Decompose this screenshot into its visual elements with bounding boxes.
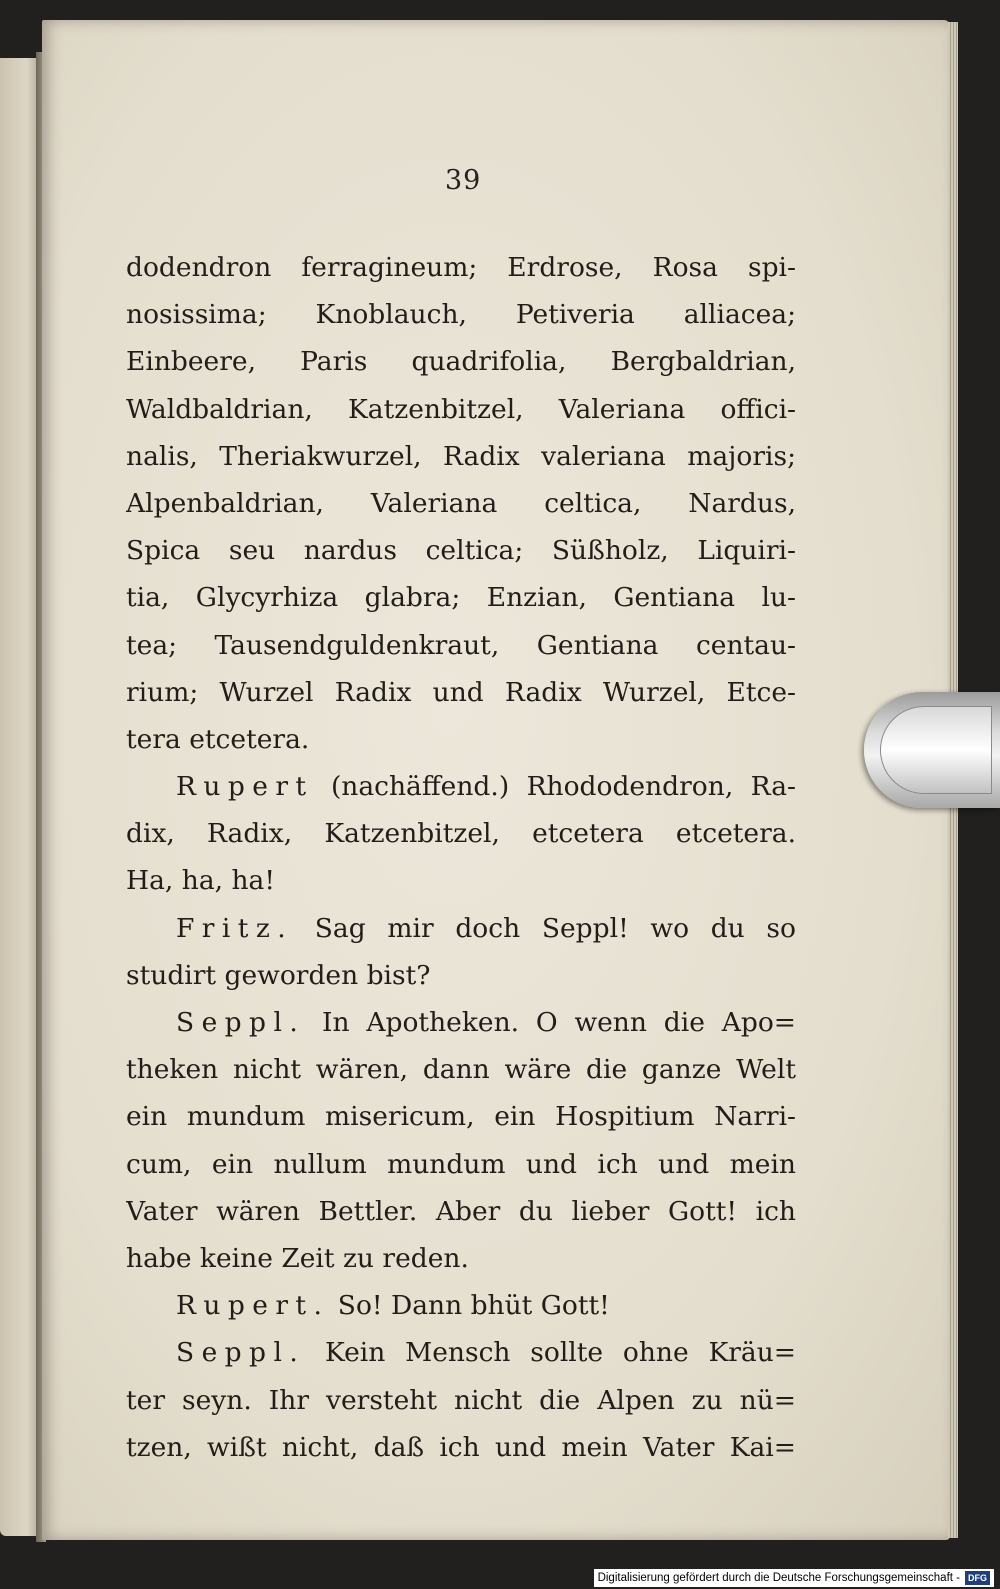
text-line: rium; Wurzel Radix und Radix Wurzel, Etce- (126, 676, 796, 708)
speaker-name: Seppl. (176, 1007, 306, 1038)
text-line: Alpenbaldrian, Valeriana celtica, Nardus, (126, 487, 796, 519)
speaker-name: Rupert. (176, 1290, 330, 1322)
clip-highlight (880, 706, 992, 794)
text-line: ter seyn. Ihr versteht nicht die Alpen zu nü= (126, 1384, 796, 1416)
text-line: Ha, ha, ha! (126, 865, 275, 897)
metal-page-clip (864, 692, 1000, 808)
page-number: 39 (445, 165, 482, 196)
text-line: studirt geworden bist? (126, 959, 431, 991)
text-line: Einbeere, Paris quadrifolia, Bergbaldrian, (126, 346, 796, 378)
text-line: tia, Glycyrhiza glabra; Enzian, Gentiana lu- (126, 582, 796, 614)
text-line: dodendron ferragineum; Erdrose, Rosa spi- (126, 252, 796, 283)
dialogue-text: So! Dann bhüt Gott! (337, 1290, 610, 1322)
speaker-name: Rupert (176, 771, 314, 803)
dialogue-line (126, 999, 796, 1046)
text-line: Spica seu nardus celtica; Süßholz, Liquiri- (126, 535, 796, 567)
text-line: dix, Radix, Katzenbitzel, etcetera etcetera. (126, 818, 796, 850)
text-line: ein mundum misericum, ein Hospitium Narri- (126, 1101, 796, 1133)
text-line: Vater wären Bettler. Aber du lieber Gott! ich (126, 1195, 796, 1227)
dialogue-text: Kein Mensch sollte ohne Kräu= (324, 1337, 796, 1369)
text-line: Waldbaldrian, Katzenbitzel, Valeriana offici- (126, 393, 796, 425)
text-line: habe keine Zeit zu reden. (126, 1242, 469, 1274)
text-line: nosissima; Knoblauch, Petiveria alliacea; (126, 299, 796, 331)
text-line: cum, ein nullum mundum und ich und mein (126, 1148, 796, 1180)
text-line: tea; Tausendguldenkraut, Gentiana centau- (126, 629, 796, 661)
dfg-logo-icon: DFG (965, 1571, 990, 1585)
dialogue-line (126, 1329, 796, 1376)
page-text (126, 244, 796, 1471)
footer-credit: Digitalisierung gefördert durch die Deutsche Forschungsgemeinschaft - (597, 1572, 960, 1584)
dialogue-line (126, 905, 796, 952)
text-line: tera etcetera. (126, 723, 310, 755)
dialogue-line (126, 1282, 796, 1329)
dialogue-text: In Apotheken. O wenn die Apo= (322, 1007, 796, 1038)
text-line: theken nicht wären, dann wäre die ganze Welt (126, 1054, 796, 1086)
dialogue-line (126, 763, 796, 810)
left-page-edge (0, 58, 38, 1536)
speaker-name: Seppl. (176, 1337, 306, 1369)
text-line: tzen, wißt nicht, daß ich und mein Vater Kai= (126, 1431, 796, 1463)
speaker-name: Fritz. (176, 912, 294, 944)
digitization-footer (594, 1569, 994, 1587)
dialogue-text: Sag mir doch Seppl! wo du so (314, 912, 796, 944)
dialogue-text: (nachäffend.) Rhododendron, Ra- (330, 771, 796, 803)
text-line: nalis, Theriakwurzel, Radix valeriana majoris; (126, 440, 796, 472)
